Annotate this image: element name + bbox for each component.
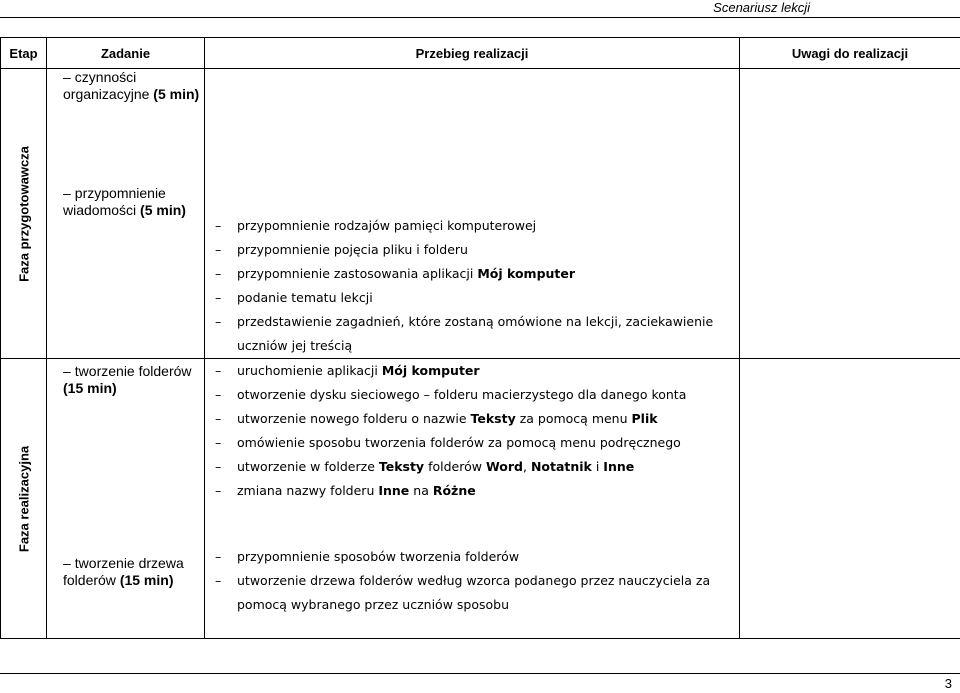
list-item: – przypomnienie sposobów tworzenia folderów	[215, 549, 520, 564]
list-item: – przypomnienie pojęcia pliku i folderu	[215, 242, 468, 257]
notes-cell-realization	[740, 359, 960, 639]
list-item: – przedstawienie zagadnień, które zostaną omówione na lekcji, zaciekawienie uczniów jej treścią	[215, 314, 714, 353]
list-item: – otworzenie dysku sieciowego – folderu macierzystego dla danego konta	[215, 387, 687, 402]
column-header-uwagi: Uwagi do realizacji	[740, 38, 960, 69]
task-folder-tree: – tworzenie drzewa folderów (15 min)	[63, 555, 184, 588]
list-item: – utworzenie nowego folderu o nazwie Teksty za pomocą menu Plik	[215, 411, 658, 426]
list-item: – przypomnienie rodzajów pamięci komputerowej	[215, 218, 537, 233]
column-header-zadanie: Zadanie	[47, 38, 205, 69]
list-item: – utworzenie w folderze Teksty folderów Word, Notatnik i Inne	[215, 459, 635, 474]
steps-list-create-folders	[205, 359, 739, 503]
list-item: – utworzenie drzewa folderów według wzorca podanego przez nauczyciela za pomocą wybranego przez uczniów sposobu	[215, 573, 711, 612]
steps-cell-realization	[205, 359, 740, 639]
phase-cell-preparatory	[1, 69, 47, 359]
table-header-row	[1, 38, 960, 69]
task-create-folders: – tworzenie folderów (15 min)	[63, 363, 192, 396]
list-item: – podanie tematu lekcji	[215, 290, 373, 305]
column-header-przebieg: Przebieg realizacji	[205, 38, 740, 69]
list-item: – zmiana nazwy folderu Inne na Różne	[215, 483, 476, 498]
table-row	[1, 359, 960, 639]
lesson-plan-table	[0, 37, 960, 639]
list-item: – uruchomienie aplikacji Mój komputer	[215, 363, 480, 378]
phase-label-preparatory: Faza przygotowawcza	[16, 145, 31, 282]
phase-label-realization: Faza realizacyjna	[16, 445, 31, 552]
header-divider	[0, 17, 960, 18]
document-header-title: Scenariusz lekcji	[713, 0, 810, 15]
steps-list-recall	[205, 69, 739, 358]
page-number: 3	[944, 676, 952, 691]
list-item: – przypomnienie zastosowania aplikacji Mój komputer	[215, 266, 576, 281]
task-cell	[47, 69, 205, 359]
notes-cell-preparatory	[740, 69, 960, 359]
steps-cell-preparatory	[205, 69, 740, 359]
column-header-etap: Etap	[1, 38, 47, 69]
task-recall: – przypomnienie wiadomości (5 min)	[63, 185, 186, 218]
phase-cell-realization	[1, 359, 47, 639]
table-row	[1, 69, 960, 359]
task-cell	[47, 359, 205, 639]
task-organizational: – czynności organizacyjne (5 min)	[63, 69, 200, 102]
footer-divider	[0, 673, 960, 674]
steps-list-folder-tree	[205, 503, 739, 617]
list-item: – omówienie sposobu tworzenia folderów za pomocą menu podręcznego	[215, 435, 681, 450]
